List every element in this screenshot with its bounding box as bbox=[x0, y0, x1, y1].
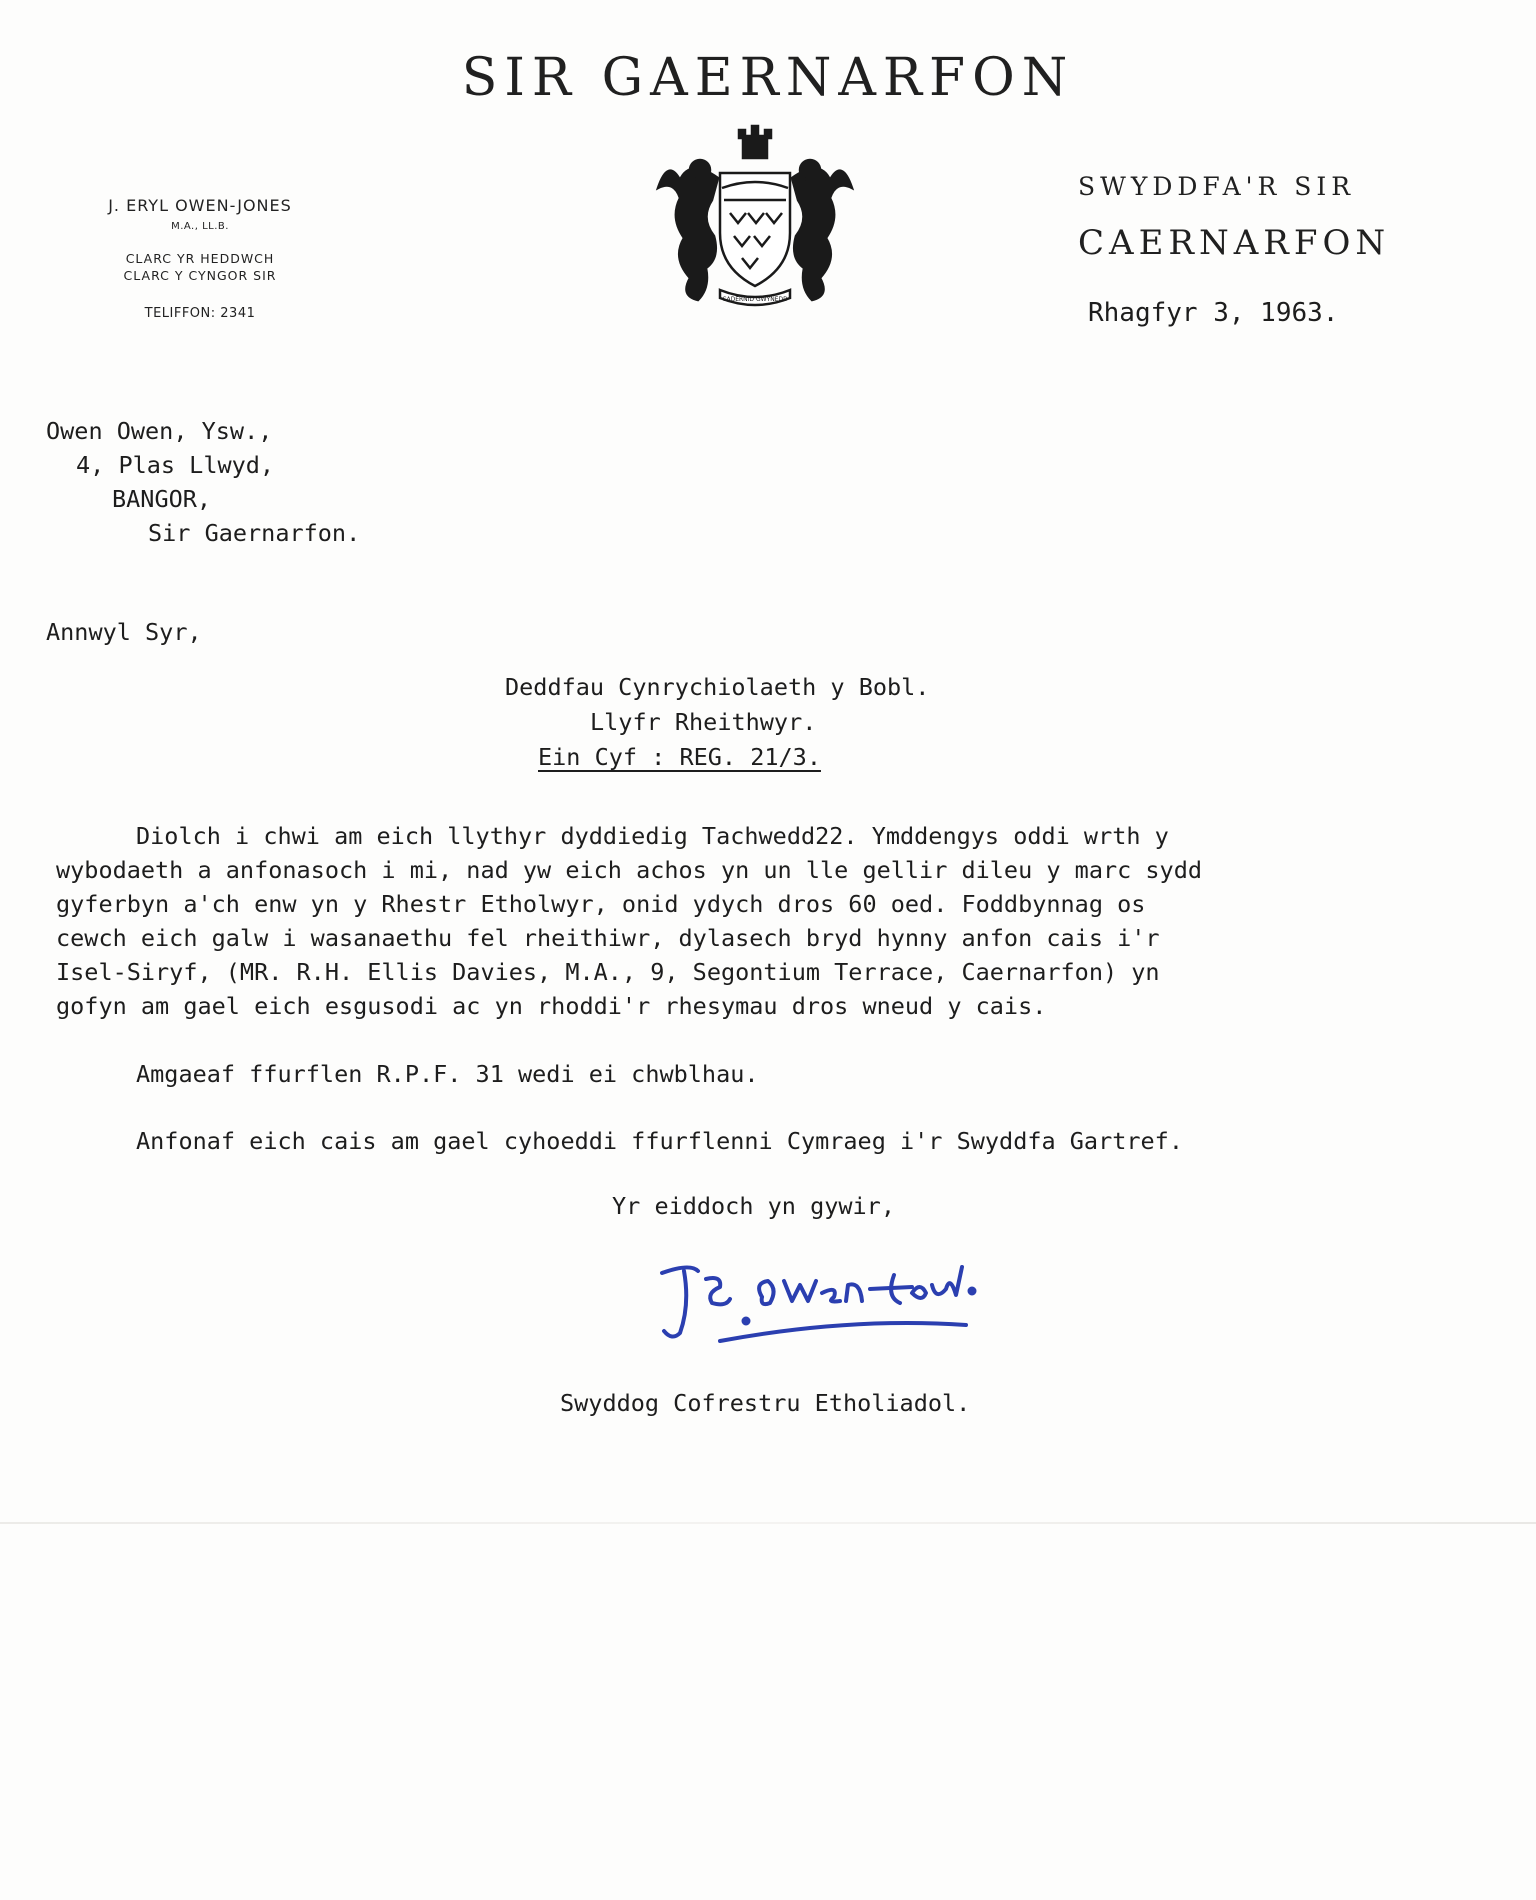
telephone-number: TELIFFON: 2341 bbox=[144, 306, 256, 321]
body-p1-line-6: gofyn am gael eich esgusodi ac yn rhoddi'r rhesymau dros wneud y cais. bbox=[56, 992, 1047, 1020]
office-line-2: CAERNARFON bbox=[1078, 223, 1391, 263]
closing: Yr eiddoch yn gywir, bbox=[612, 1192, 895, 1220]
county-crest-icon bbox=[650, 118, 860, 308]
sender-role-2: CLARC Y CYNGOR SIR bbox=[123, 268, 277, 283]
sender-role-1: CLARC YR HEDDWCH bbox=[125, 251, 275, 266]
subject-line-2: Llyfr Rheithwyr. bbox=[590, 708, 817, 736]
reference-line: Ein Cyf : REG. 21/3. bbox=[538, 743, 821, 771]
sender-qualifications: M.A., LL.B. bbox=[171, 221, 229, 232]
signatory-title: Swyddog Cofrestru Etholiadol. bbox=[560, 1389, 971, 1417]
body-p1-line-4: cewch eich galw i wasanaethu fel rheithiwr, dylasech bryd hynny anfon cais i'r bbox=[56, 924, 1160, 952]
recipient-line-4: Sir Gaernarfon. bbox=[148, 519, 361, 547]
subject-line-1: Deddfau Cynrychiolaeth y Bobl. bbox=[505, 673, 930, 701]
body-p1-line-1: Diolch i chwi am eich llythyr dyddiedig Tachwedd22. Ymddengys oddi wrth y bbox=[136, 822, 1169, 850]
body-p1-line-5: Isel-Siryf, (MR. R.H. Ellis Davies, M.A., 9, Segontium Terrace, Caernarfon) yn bbox=[56, 958, 1160, 986]
body-paragraph-2: Amgaeaf ffurflen R.P.F. 31 wedi ei chwblhau. bbox=[136, 1060, 759, 1088]
handwritten-signature bbox=[650, 1245, 990, 1360]
letterhead-title: SIR GAERNARFON bbox=[461, 48, 1075, 108]
letter-date: Rhagfyr 3, 1963. bbox=[1088, 298, 1339, 328]
recipient-line-1: Owen Owen, Ysw., bbox=[46, 417, 273, 445]
body-p1-line-2: wybodaeth a anfonasoch i mi, nad yw eich achos yn un lle gellir dileu y marc sydd bbox=[56, 856, 1203, 884]
sender-block bbox=[60, 196, 340, 321]
body-p1-line-3: gyferbyn a'ch enw yn y Rhestr Etholwyr, onid ydych dros 60 oed. Foddbynnag os bbox=[56, 890, 1146, 918]
office-line-1: SWYDDFA'R SIR bbox=[1078, 172, 1356, 201]
recipient-line-3: BANGOR, bbox=[112, 485, 212, 513]
recipient-line-2: 4, Plas Llwyd, bbox=[76, 451, 275, 479]
office-address bbox=[1078, 172, 1390, 263]
sender-name: J. ERYL OWEN-JONES bbox=[108, 196, 292, 215]
crest-motto: CADERNID GWYNEDD bbox=[722, 296, 788, 303]
salutation: Annwyl Syr, bbox=[46, 618, 202, 646]
paper-fold-line bbox=[0, 1522, 1536, 1524]
body-paragraph-3: Anfonaf eich cais am gael cyhoeddi ffurflenni Cymraeg i'r Swyddfa Gartref. bbox=[136, 1127, 1183, 1155]
